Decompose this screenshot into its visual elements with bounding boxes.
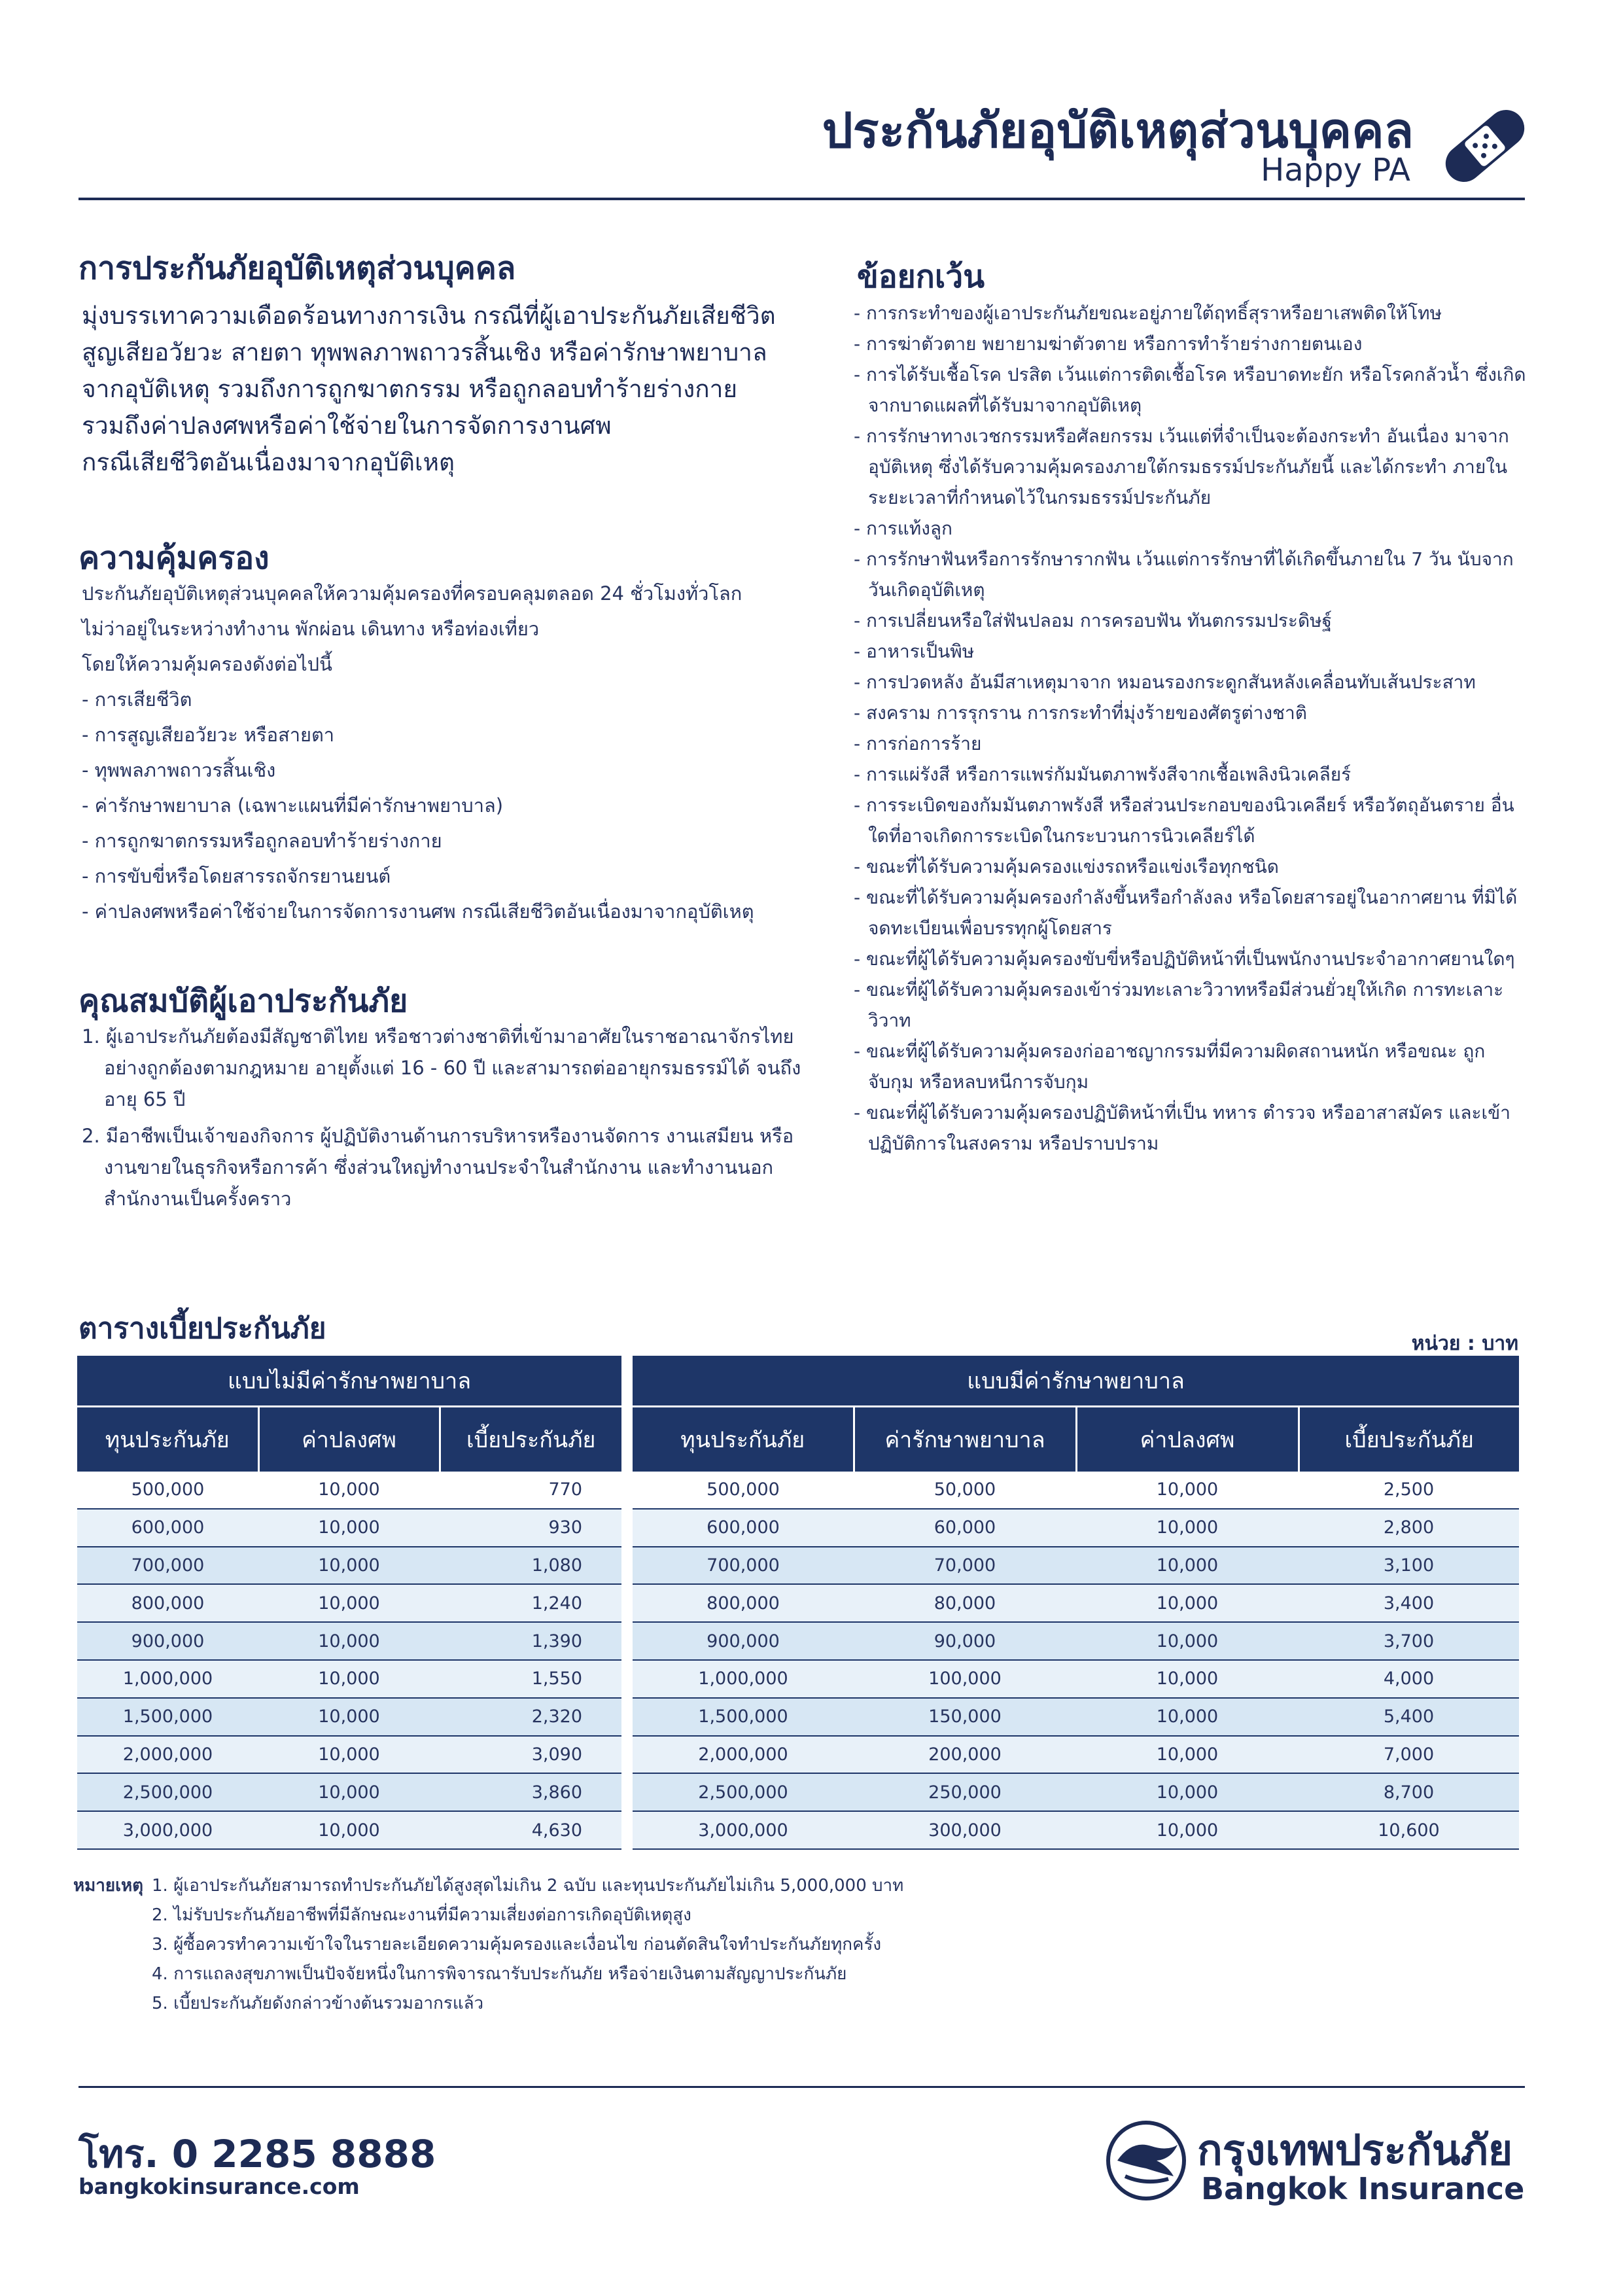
note-item: 2. ไม่รับประกันภัยอาชีพที่มีลักษณะงานที่มีความเสี่ยงต่อการเกิดอุบัติเหตุสูง (152, 1905, 691, 1925)
page-subtitle: Happy PA (1261, 152, 1410, 188)
premium-table-no-medical (77, 1356, 621, 1850)
column-header: เบี้ยประกันภัย (440, 1407, 621, 1472)
exclusion-item: - อาหารเป็นพิษ (854, 641, 975, 662)
table-row (77, 1472, 621, 1509)
table-row (633, 1509, 1519, 1547)
intro-line: รวมถึงค่าปลงศพหรือค่าใช้จ่ายในการจัดการงานศพ (82, 412, 612, 440)
table-row (77, 1773, 621, 1811)
table-cell: 10,000 (1076, 1509, 1299, 1547)
table-row (633, 1660, 1519, 1698)
qualification-item: 2. มีอาชีพเป็นเจ้าของกิจการ ผู้ปฏิบัติงานด้านการบริหารหรืองานจัดการ งานเสมียน หรือ งานขายในธุรกิจหรือการค้า ซึ่งส่วนใหญ่ทำงานประจำในสำนักงาน และทำงานนอก สำนักงานเป็นครั้งคราว (82, 1125, 794, 1210)
table-cell: 1,500,000 (633, 1698, 854, 1736)
exclusion-item: - การได้รับเชื้อโรค ปรสิต เว้นแต่การติดเชื้อโรค หรือบาดทะยัก หรือโรคกลัวน้ำ ซึ่งเกิดจากบาดแผลที่ได้รับมาจากอุบัติเหตุ (854, 364, 1526, 416)
exclusions-heading: ข้อยกเว้น (857, 258, 985, 295)
table-cell: 10,000 (258, 1698, 440, 1736)
table-row (633, 1698, 1519, 1736)
exclusion-item: - การฆ่าตัวตาย พยายามฆ่าตัวตาย หรือการทำร้ายร่างกายตนเอง (854, 333, 1363, 355)
table-group-header: แบบมีค่ารักษาพยาบาล (633, 1356, 1519, 1407)
table-cell: 3,700 (1299, 1622, 1519, 1660)
table-cell: 3,100 (1299, 1547, 1519, 1585)
table-cell: 60,000 (854, 1509, 1076, 1547)
table-row (77, 1811, 621, 1849)
table-cell: 150,000 (854, 1698, 1076, 1736)
table-cell: 500,000 (77, 1472, 258, 1509)
premium-table-with-medical (633, 1356, 1519, 1850)
table-cell: 1,080 (440, 1547, 621, 1585)
exclusion-item: - ขณะที่ผู้ได้รับความคุ้มครองขับขี่หรือปฏิบัติหน้าที่เป็นพนักงานประจำอากาศยานใดๆ (854, 948, 1515, 970)
table-cell: 300,000 (854, 1811, 1076, 1849)
bangkok-insurance-logo-icon (1106, 2120, 1187, 2202)
table-cell: 1,000,000 (77, 1660, 258, 1698)
table-cell: 10,000 (1076, 1622, 1299, 1660)
table-row (77, 1698, 621, 1736)
table-cell: 7,000 (1299, 1736, 1519, 1774)
table-cell: 3,090 (440, 1736, 621, 1774)
column-header: เบี้ยประกันภัย (1299, 1407, 1519, 1472)
exclusion-item: - ขณะที่ผู้ได้รับความคุ้มครองเข้าร่วมทะเลาะวิวาทหรือมีส่วนยั่วยุให้เกิด การทะเลาะวิวาท (854, 979, 1504, 1031)
table-row (633, 1736, 1519, 1774)
exclusion-item: - การเปลี่ยนหรือใส่ฟันปลอม การครอบฟัน ทันตกรรมประดิษฐ์ (854, 610, 1333, 631)
intro-line: มุ่งบรรเทาความเดือดร้อนทางการเงิน กรณีที่ผู้เอาประกันภัยเสียชีวิต (82, 302, 776, 330)
table-cell: 770 (440, 1472, 621, 1509)
coverage-item: - การขับขี่หรือโดยสารรถจักรยานยนต์ (82, 865, 391, 887)
table-row (77, 1584, 621, 1622)
brand-name-english: Bangkok Insurance (1201, 2171, 1525, 2206)
coverage-intro-line: โดยให้ความคุ้มครองดังต่อไปนี้ (82, 653, 332, 675)
coverage-item: - การถูกฆาตกรรมหรือถูกลอบทำร้ายร่างกาย (82, 830, 442, 852)
exclusion-item: - ขณะที่ได้รับความคุ้มครองแข่งรถหรือแข่งเรือทุกชนิด (854, 856, 1279, 877)
notes-block (73, 1871, 903, 2019)
exclusion-item: - การแผ่รังสี หรือการแพร่กัมมันตภาพรังสีจากเชื้อเพลิงนิวเคลียร์ (854, 764, 1352, 785)
table-cell: 70,000 (854, 1547, 1076, 1585)
table-cell: 10,000 (1076, 1811, 1299, 1849)
table-cell: 800,000 (77, 1584, 258, 1622)
table-cell: 5,400 (1299, 1698, 1519, 1736)
header-divider (79, 198, 1525, 200)
table-cell: 10,000 (258, 1773, 440, 1811)
table-cell: 1,000,000 (633, 1660, 854, 1698)
table-cell: 10,000 (1076, 1736, 1299, 1774)
table-cell: 4,000 (1299, 1660, 1519, 1698)
table-cell: 1,240 (440, 1584, 621, 1622)
table-cell: 2,320 (440, 1698, 621, 1736)
table-cell: 4,630 (440, 1811, 621, 1849)
column-header: ค่าปลงศพ (258, 1407, 440, 1472)
table-cell: 10,000 (1076, 1660, 1299, 1698)
exclusion-item: - การแท้งลูก (854, 518, 953, 539)
table-cell: 2,500,000 (633, 1773, 854, 1811)
exclusion-item: - สงคราม การรุกราน การกระทำที่มุ่งร้ายของศัตรูต่างชาติ (854, 702, 1307, 724)
table-cell: 600,000 (77, 1509, 258, 1547)
coverage-intro-line: ประกันภัยอุบัติเหตุส่วนบุคคลให้ความคุ้มครองที่ครอบคลุมตลอด 24 ชั่วโมงทั่วโลก (82, 582, 742, 605)
table-cell: 900,000 (77, 1622, 258, 1660)
exclusions-list (854, 298, 1527, 1159)
table-cell: 3,000,000 (633, 1811, 854, 1849)
intro-heading: การประกันภัยอุบัติเหตุส่วนบุคคล (79, 250, 516, 287)
table-cell: 10,000 (258, 1736, 440, 1774)
table-cell: 10,000 (1076, 1584, 1299, 1622)
coverage-heading: ความคุ้มครอง (79, 540, 270, 576)
table-row (633, 1622, 1519, 1660)
coverage-list (82, 576, 854, 929)
table-cell: 80,000 (854, 1584, 1076, 1622)
column-header: ค่าปลงศพ (1076, 1407, 1299, 1472)
table-row (77, 1622, 621, 1660)
note-item: 4. การแถลงสุขภาพเป็นปัจจัยหนึ่งในการพิจารณารับประกันภัย หรือจ่ายเงินตามสัญญาประกันภัย (152, 1964, 847, 1984)
column-header: ทุนประกันภัย (633, 1407, 854, 1472)
exclusion-item: - การระเบิดของกัมมันตภาพรังสี หรือส่วนประกอบของนิวเคลียร์ หรือวัตถุอันตราย อื่นใดที่อาจเกิดการระเบิดในกระบวนการนิวเคลียร์ได้ (854, 794, 1514, 847)
table-cell: 200,000 (854, 1736, 1076, 1774)
premium-heading: ตารางเบี้ยประกันภัย (79, 1312, 326, 1345)
coverage-item: - ทุพพลภาพถาวรสิ้นเชิง (82, 759, 276, 781)
table-cell: 10,000 (1076, 1698, 1299, 1736)
table-row (633, 1584, 1519, 1622)
exclusion-item: - การรักษาฟันหรือการรักษารากฟัน เว้นแต่การรักษาที่ได้เกิดขึ้นภายใน 7 วัน นับจากวันเกิดอุบัติเหตุ (854, 548, 1514, 601)
intro-line: จากอุบัติเหตุ รวมถึงการถูกฆาตกรรม หรือถูกลอบทำร้ายร่างกาย (82, 375, 738, 403)
coverage-item: - การเสียชีวิต (82, 688, 192, 711)
table-cell: 10,000 (258, 1509, 440, 1547)
coverage-item: - การสูญเสียอวัยวะ หรือสายตา (82, 724, 335, 746)
table-cell: 2,000,000 (633, 1736, 854, 1774)
table-cell: 2,800 (1299, 1509, 1519, 1547)
table-cell: 3,000,000 (77, 1811, 258, 1849)
table-cell: 2,500 (1299, 1472, 1519, 1509)
coverage-item: - ค่ารักษาพยาบาล (เฉพาะแผนที่มีค่ารักษาพยาบาล) (82, 794, 504, 817)
table-cell: 10,000 (258, 1811, 440, 1849)
note-item: 5. เบี้ยประกันภัยดังกล่าวข้างต้นรวมอากรแล้ว (152, 1994, 484, 2013)
table-cell: 700,000 (77, 1547, 258, 1585)
table-cell: 3,400 (1299, 1584, 1519, 1622)
table-cell: 8,700 (1299, 1773, 1519, 1811)
exclusion-item: - การปวดหลัง อันมีสาเหตุมาจาก หมอนรองกระดูกสันหลังเคลื่อนทับเส้นประสาท (854, 671, 1476, 693)
table-cell: 1,500,000 (77, 1698, 258, 1736)
table-row (633, 1472, 1519, 1509)
qualifications-list (82, 1021, 801, 1214)
table-row (77, 1660, 621, 1698)
bandage-icon (1436, 101, 1534, 190)
table-group-header: แบบไม่มีค่ารักษาพยาบาล (77, 1356, 621, 1407)
exclusion-item: - ขณะที่ผู้ได้รับความคุ้มครองปฏิบัติหน้าที่เป็น ทหาร ตำรวจ หรืออาสาสมัคร และเข้าปฏิบัติการในสงคราม หรือปราบปราม (854, 1102, 1510, 1154)
table-cell: 100,000 (854, 1660, 1076, 1698)
intro-text (82, 298, 847, 481)
table-cell: 500,000 (633, 1472, 854, 1509)
exclusion-item: - การกระทำของผู้เอาประกันภัยขณะอยู่ภายใต้ฤทธิ์สุราหรือยาเสพติดให้โทษ (854, 302, 1442, 324)
exclusion-item: - การก่อการร้าย (854, 733, 982, 754)
table-row (77, 1547, 621, 1585)
table-row (77, 1736, 621, 1774)
table-cell: 2,500,000 (77, 1773, 258, 1811)
note-item: 3. ผู้ซื้อควรทำความเข้าใจในรายละเอียดความคุ้มครองและเงื่อนไข ก่อนตัดสินใจทำประกันภัยทุกครั้ง (152, 1935, 882, 1954)
table-cell: 50,000 (854, 1472, 1076, 1509)
table-cell: 90,000 (854, 1622, 1076, 1660)
exclusion-item: - ขณะที่ผู้ได้รับความคุ้มครองก่ออาชญากรรมที่มีความผิดสถานหนัก หรือขณะ ถูกจับกุม หรือหลบหนีการจับกุม (854, 1040, 1486, 1093)
exclusion-item: - การรักษาทางเวชกรรมหรือศัลยกรรม เว้นแต่ที่จำเป็นจะต้องกระทำ อันเนื่อง มาจากอุบัติเหตุ ซึ่งได้รับความคุ้มครองภายใต้กรมธรรม์ประกันภัยนี้ และได้กระทำ ภายในระยะเวลาที่กำหนดไว้ในกรมธรรม์ประกันภัย (854, 425, 1509, 508)
phone-number: โทร. 0 2285 8888 (79, 2132, 436, 2176)
table-cell: 700,000 (633, 1547, 854, 1585)
table-cell: 930 (440, 1509, 621, 1547)
table-cell: 250,000 (854, 1773, 1076, 1811)
coverage-item: - ค่าปลงศพหรือค่าใช้จ่ายในการจัดการงานศพ กรณีเสียชีวิตอันเนื่องมาจากอุบัติเหตุ (82, 900, 754, 923)
website-link[interactable]: bangkokinsurance.com (79, 2174, 360, 2199)
page-title: ประกันภัยอุบัติเหตุส่วนบุคคล (822, 103, 1414, 159)
qualifications-heading: คุณสมบัติผู้เอาประกันภัย (79, 983, 408, 1019)
table-cell: 900,000 (633, 1622, 854, 1660)
table-cell: 10,600 (1299, 1811, 1519, 1849)
table-cell: 10,000 (258, 1660, 440, 1698)
table-cell: 10,000 (1076, 1773, 1299, 1811)
footer-divider (79, 2086, 1525, 2088)
table-row (77, 1509, 621, 1547)
intro-line: สูญเสียอวัยวะ สายตา ทุพพลภาพถาวรสิ้นเชิง หรือค่ารักษาพยาบาล (82, 338, 767, 366)
table-cell: 2,000,000 (77, 1736, 258, 1774)
notes-label: หมายเหตุ (73, 1876, 144, 1896)
table-cell: 1,390 (440, 1622, 621, 1660)
table-cell: 10,000 (258, 1584, 440, 1622)
table-cell: 1,550 (440, 1660, 621, 1698)
table-cell: 3,860 (440, 1773, 621, 1811)
exclusion-item: - ขณะที่ได้รับความคุ้มครองกำลังขึ้นหรือกำลังลง หรือโดยสารอยู่ในอากาศยาน ที่มิได้จดทะเบียนเพื่อบรรทุกผู้โดยสาร (854, 887, 1518, 939)
coverage-intro-line: ไม่ว่าอยู่ในระหว่างทำงาน พักผ่อน เดินทาง หรือท่องเที่ยว (82, 618, 540, 640)
note-item: 1. ผู้เอาประกันภัยสามารถทำประกันภัยได้สูงสุดไม่เกิน 2 ฉบับ และทุนประกันภัยไม่เกิน 5,000,000 บาท (152, 1876, 904, 1896)
brand-name-thai: กรุงเทพประกันภัย (1197, 2127, 1513, 2175)
table-cell: 10,000 (258, 1622, 440, 1660)
table-cell: 10,000 (1076, 1472, 1299, 1509)
column-header: ค่ารักษาพยาบาล (854, 1407, 1076, 1472)
table-row (633, 1547, 1519, 1585)
intro-line: กรณีเสียชีวิตอันเนื่องมาจากอุบัติเหตุ (82, 448, 455, 476)
table-cell: 600,000 (633, 1509, 854, 1547)
table-cell: 10,000 (258, 1547, 440, 1585)
table-cell: 10,000 (258, 1472, 440, 1509)
table-cell: 800,000 (633, 1584, 854, 1622)
table-cell: 10,000 (1076, 1547, 1299, 1585)
table-row (633, 1811, 1519, 1849)
table-row (633, 1773, 1519, 1811)
qualification-item: 1. ผู้เอาประกันภัยต้องมีสัญชาติไทย หรือชาวต่างชาติที่เข้ามาอาศัยในราชอาณาจักรไทย อย่างถูกต้องตามกฎหมาย อายุตั้งแต่ 16 - 60 ปี และสามารถต่ออายุกรมธรรม์ได้ จนถึงอายุ 65 ปี (82, 1025, 801, 1110)
unit-label: หน่วย : บาท (1411, 1332, 1518, 1355)
column-header: ทุนประกันภัย (77, 1407, 258, 1472)
